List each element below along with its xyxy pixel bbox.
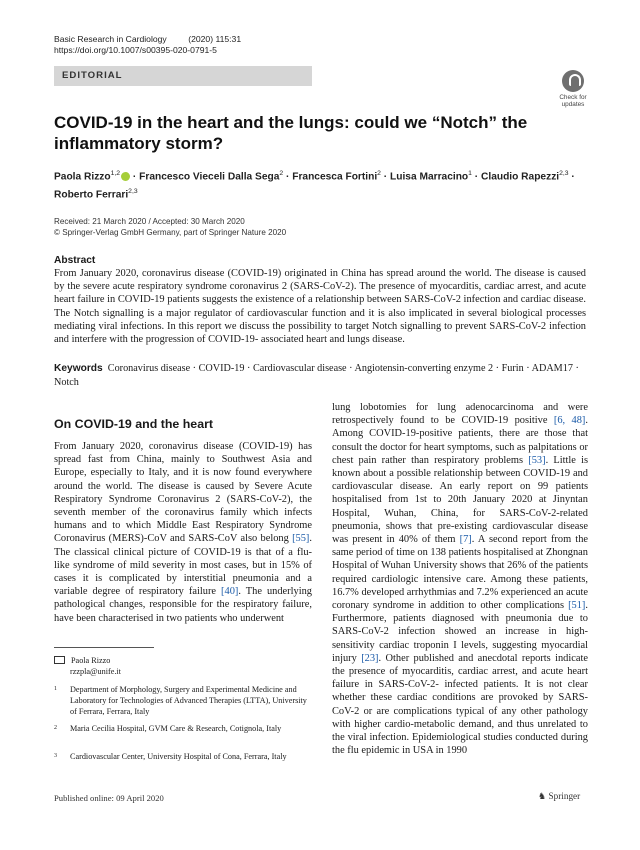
- keywords-label: Keywords: [54, 363, 103, 374]
- affiliation-text: Department of Morphology, Surgery and Experimental Medicine and Laboratory for Technologies of Advanced Therapies (LTTA), University of Ferrara, Ferrara, Italy: [70, 685, 307, 716]
- journal-citation: (2020) 115:31: [188, 34, 242, 44]
- author-affiliation-sup: 1: [468, 170, 472, 177]
- author-name[interactable]: Claudio Rapezzi: [481, 171, 560, 183]
- body-text: . Other published and anecdotal reports indicate the presence of myocarditis, cardiac arrest, and acute heart failure in SARS-CoV-2- infected patients. It is not clear whether these cardiac conditions are provoked by SARS-CoV-2 or are complications typical of any other pathology with higher cardio-metabolic demand, and thus unrelated to the viral infection. Epidemiological studies conducted during the flu epidemic in USA in 1990: [332, 652, 588, 757]
- keywords-list: Coronavirus disease · COVID-19 · Cardiovascular disease · Angiotensin-converting enzyme 2 · Furin · ADAM17 · Notch: [54, 363, 579, 388]
- publisher-logo: [538, 791, 580, 802]
- body-text: From January 2020, coronavirus disease (COVID-19) has spread fast from China, mainly to Southwest Asia and Europe, especially to Italy, and it is now found everywhere around the world. The disease is caused by Severe Acute Respiratory Syndrome Coronavirus 2 (SARS-CoV-2), the seventh member of the coronavirus family which infects humans and to which Middle East Respiratory Syndrome Coronavirus (MERS)-CoV and SARS-CoV also belong: [54, 441, 312, 545]
- orcid-icon[interactable]: [121, 172, 130, 181]
- check-updates-badge[interactable]: [556, 70, 590, 108]
- section-heading: On COVID-19 and the heart: [54, 417, 214, 431]
- section-label: EDITORIAL: [54, 66, 312, 86]
- dates-block: [54, 216, 286, 238]
- affiliation-text: Cardiovascular Center, University Hospital of Cona, Ferrara, Italy: [70, 752, 287, 761]
- correspondence-email[interactable]: rzzpla@unife.it: [70, 667, 121, 676]
- journal-header: [54, 34, 241, 56]
- body-text: lung lobotomies for lung adenocarcinoma and were retrospectively found to be COVID-19 positive: [332, 402, 588, 427]
- journal-name: Basic Research in Cardiology: [54, 34, 167, 44]
- author-affiliation-sup: 2: [377, 170, 381, 177]
- citation-link[interactable]: [40]: [221, 586, 239, 598]
- body-column-right: [332, 401, 588, 757]
- author-name[interactable]: Luisa Marracino: [390, 171, 469, 183]
- check-updates-label: Check for updates: [559, 94, 587, 108]
- author-name[interactable]: Paola Rizzo: [54, 171, 111, 183]
- affiliation-number: 1: [54, 686, 57, 692]
- affiliation-number: 3: [54, 753, 57, 759]
- author-affiliation-sup: 2,3: [128, 188, 138, 196]
- citation-link[interactable]: [51]: [568, 600, 586, 612]
- author-list: Paola Rizzo$^{1,2}$ · Francesco Vieceli Dalla Sega$^2$ · Francesca Fortini$^2$ · Luisa Marracino$^1$ · Claudio Rapezzi$^{2,3}$ · Roberto Ferrari$^{2,3}$: [54, 170, 575, 201]
- abstract-heading: Abstract: [54, 255, 96, 266]
- author-name[interactable]: Roberto Ferrari: [54, 189, 129, 201]
- author-name[interactable]: Francesca Fortini: [292, 171, 378, 183]
- author-name[interactable]: Francesco Vieceli Dalla Sega: [139, 171, 280, 183]
- citation-link[interactable]: [6, 48]: [553, 415, 586, 427]
- affiliation-text: Maria Cecilia Hospital, GVM Care & Research, Cotignola, Italy: [70, 724, 282, 733]
- affiliation-item: [54, 723, 312, 734]
- citation-link[interactable]: [7]: [459, 534, 472, 546]
- citation-link[interactable]: [55]: [292, 533, 310, 545]
- affiliation-number: 2: [54, 725, 57, 731]
- body-text: . Furthermore, patients diagnosed with pneumonia due to SARS-CoV-2 infection showed an increase in high-sensitivity cardiac troponin I levels, suggesting myocardial injury: [332, 600, 588, 664]
- received-date: Received: 21 March 2020 / Accepted: 30 March 2020: [54, 217, 245, 226]
- author-affiliation-sup: 1,2: [110, 170, 121, 177]
- footnote-divider: [54, 647, 154, 648]
- doi-link[interactable]: https://doi.org/10.1007/s00395-020-0791-5: [54, 45, 217, 55]
- correspondence-block: [54, 655, 312, 677]
- body-text: . The underlying pathological changes, responsible for the respiratory failure, have been characterised in two patients who underwent: [54, 586, 312, 624]
- keywords-block: [54, 362, 586, 390]
- published-date: Published online: 09 April 2020: [54, 793, 164, 803]
- bookmark-icon: [562, 70, 584, 92]
- article-title: COVID-19 in the heart and the lungs: could we “Notch” the inflammatory storm?: [54, 113, 528, 153]
- abstract-text: From January 2020, coronavirus disease (COVID-19) originated in China has spread around the world. The disease is caused by the severe acute respiratory syndrome coronavirus 2 (SARS-CoV-2). The presence of myocarditis, cardiac arrest, and acute heart failure in COVID-19 patients suggests the existence of a relationship between SARS-CoV-2 infection and cardiac disease. The Notch signalling is a major regulator of cardiovascular function and it is also implicated in several biological processes mediating viral infections. In this report we discuss the possibility to target Notch signalling to prevent SARS-CoV-2 infection and interfere with the progression of COVID-19- associated heart and lungs disease.: [54, 268, 586, 346]
- body-text: . Little is known about a possible relationship between COVID-19 and cardiovascular disease. An early report on 99 patients hospitalised from 1st to 20th January 2020 at Jinyntan Hospital, Wuhan, China, for SARS-CoV-2-related pneumonia, shows that pre-existing cardiovascular disease was present in 40% of them: [332, 454, 588, 546]
- publisher-name: Springer: [548, 791, 581, 801]
- body-text: . A second report from the same period of time on 138 patients hospitalised at Zhongnan Hospital of Wuhan University shows that 26% of the patients required cardiologic intensive care. Among these patients, 16.7% developed arrhythmias and 7.2% experienced an acute coronary syndrome in addition to other complications: [332, 534, 589, 612]
- citation-link[interactable]: [53]: [528, 454, 546, 466]
- body-text: . The classical clinical picture of COVID-19 is that of a flu-like syndrome of mild severity in most cases, but in 15% of cases it is complicated by interstitial pneumonia and a variable degree of respiratory failure: [54, 533, 312, 598]
- citation-link[interactable]: [23]: [361, 652, 379, 664]
- body-column-left: [54, 440, 312, 625]
- affiliation-item: [54, 751, 312, 762]
- author-affiliation-sup: 2: [279, 170, 284, 177]
- envelope-icon: [54, 656, 65, 664]
- affiliation-item: [54, 684, 312, 717]
- copyright: © Springer-Verlag GmbH Germany, part of Springer Nature 2020: [54, 228, 287, 237]
- springer-horse-icon: ♞: [538, 791, 547, 801]
- body-text: . Among COVID-19-positive patients, there are those that consult the doctor for heart symptoms, such as palpitations or chest pain rather than respiratory problems: [332, 415, 588, 466]
- author-affiliation-sup: 2,3: [559, 170, 569, 177]
- correspondence-name: Paola Rizzo: [71, 656, 111, 665]
